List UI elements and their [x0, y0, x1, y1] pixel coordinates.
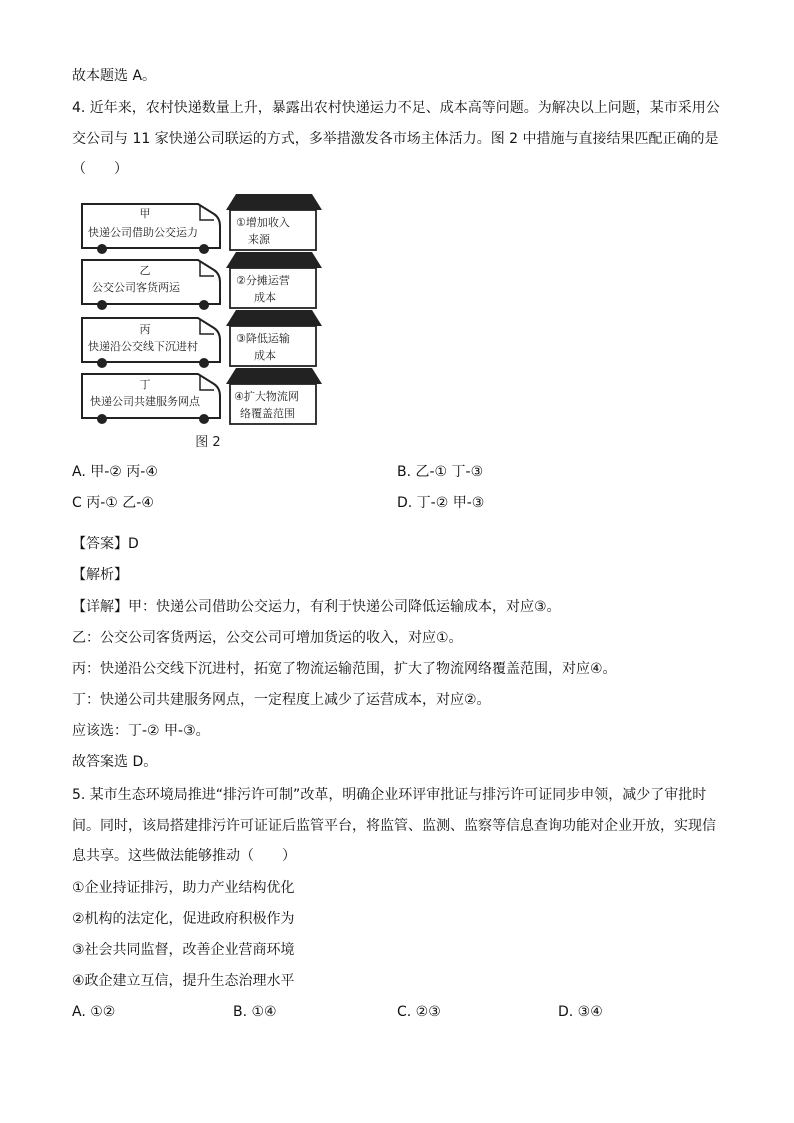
q5-option-b[interactable]: B. ①④ — [233, 1004, 277, 1020]
previous-answer-line: 故本题选 A。 — [72, 68, 157, 84]
truck-yi — [82, 260, 220, 310]
q5-item: ①企业持证排污，助力产业结构优化 — [72, 880, 295, 896]
truck-label: 快递公司借助公交运力 — [88, 226, 198, 239]
house-1 — [226, 194, 322, 250]
q4-explain-line: 丁：快递公司共建服务网点，一定程度上减少了运营成本，对应②。 — [72, 692, 491, 708]
q5-item: ②机构的法定化，促进政府积极作为 — [72, 911, 295, 927]
q4-option-c[interactable]: C 丙-① 乙-④ — [72, 495, 154, 511]
q5-stem-line-3: 息共享。这些做法能够推动（ ） — [72, 848, 296, 864]
house-3 — [226, 310, 322, 366]
house-label-line1: ④扩大物流网 — [234, 390, 299, 403]
house-4 — [226, 368, 322, 424]
q4-stem-line-3: （ ） — [72, 161, 128, 177]
q4-option-d[interactable]: D. 丁-② 甲-③ — [397, 495, 485, 511]
truck-bing — [82, 318, 220, 368]
q5-option-d[interactable]: D. ③④ — [558, 1004, 603, 1020]
q5-item: ④政企建立互信，提升生态治理水平 — [72, 973, 295, 989]
q4-analysis-label: 【解析】 — [72, 567, 128, 583]
q4-option-b[interactable]: B. 乙-① 丁-③ — [397, 464, 484, 480]
q4-explain-line: 故答案选 D。 — [72, 754, 158, 770]
q5-option-a[interactable]: A. ①② — [72, 1004, 116, 1020]
truck-label: 公交公司客货两运 — [92, 281, 180, 294]
truck-jia — [82, 204, 220, 254]
figure-caption: 图 2 — [195, 435, 221, 450]
q5-stem-line-2: 间。同时，该局搭建排污许可证证后监管平台，将监管、监测、监察等信息查询功能对企业开放，实现信 — [72, 818, 716, 834]
house-label-line1: ③降低运输 — [236, 332, 290, 345]
q4-option-a[interactable]: A. 甲-② 丙-④ — [72, 464, 158, 480]
house-label-line2: 成本 — [254, 349, 276, 362]
q4-explain-line: 乙：公交公司客货两运，公交公司可增加货运的收入，对应①。 — [72, 630, 463, 646]
truck-code: 甲 — [139, 207, 151, 220]
q5-option-c[interactable]: C. ②③ — [397, 1004, 441, 1020]
house-label-line1: ②分摊运营 — [236, 274, 290, 287]
q5-item: ③社会共同监督，改善企业营商环境 — [72, 942, 295, 958]
q4-explain-line: 丙：快递沿公交线下沉进村，拓宽了物流运输范围，扩大了物流网络覆盖范围，对应④。 — [72, 661, 617, 677]
truck-code: 乙 — [139, 264, 151, 277]
truck-ding — [82, 374, 220, 424]
q4-stem-line-2: 交公司与 11 家快递公司联运的方式，多举措激发各市场主体活力。图 2 中措施与直接结果匹配正确的是 — [72, 131, 719, 147]
house-label-line2: 成本 — [254, 291, 276, 304]
house-label-line2: 络覆盖范围 — [240, 407, 295, 420]
q4-answer-label: 【答案】D — [72, 536, 139, 552]
q4-explain-line: 应该选：丁-② 甲-③。 — [72, 723, 210, 739]
figure-2 — [80, 190, 340, 455]
house-2 — [226, 252, 322, 308]
house-label-line2: 来源 — [248, 233, 270, 246]
truck-code: 丙 — [139, 323, 151, 336]
q4-explain-line: 【详解】甲：快递公司借助公交运力，有利于快递公司降低运输成本，对应③。 — [72, 599, 561, 615]
truck-code: 丁 — [139, 378, 151, 391]
q4-stem-line-1: 4. 近年来，农村快递数量上升，暴露出农村快递运力不足、成本高等问题。为解决以上问题，某市采用公 — [72, 100, 720, 116]
house-label-line1: ①增加收入 — [236, 216, 290, 229]
truck-label: 快递公司共建服务网点 — [90, 395, 200, 408]
q5-stem-line-1: 5. 某市生态环境局推进“排污许可制”改革，明确企业环评审批证与排污许可证同步申领，减少了审批时 — [72, 787, 707, 803]
truck-label: 快递沿公交线下沉进村 — [88, 340, 198, 353]
